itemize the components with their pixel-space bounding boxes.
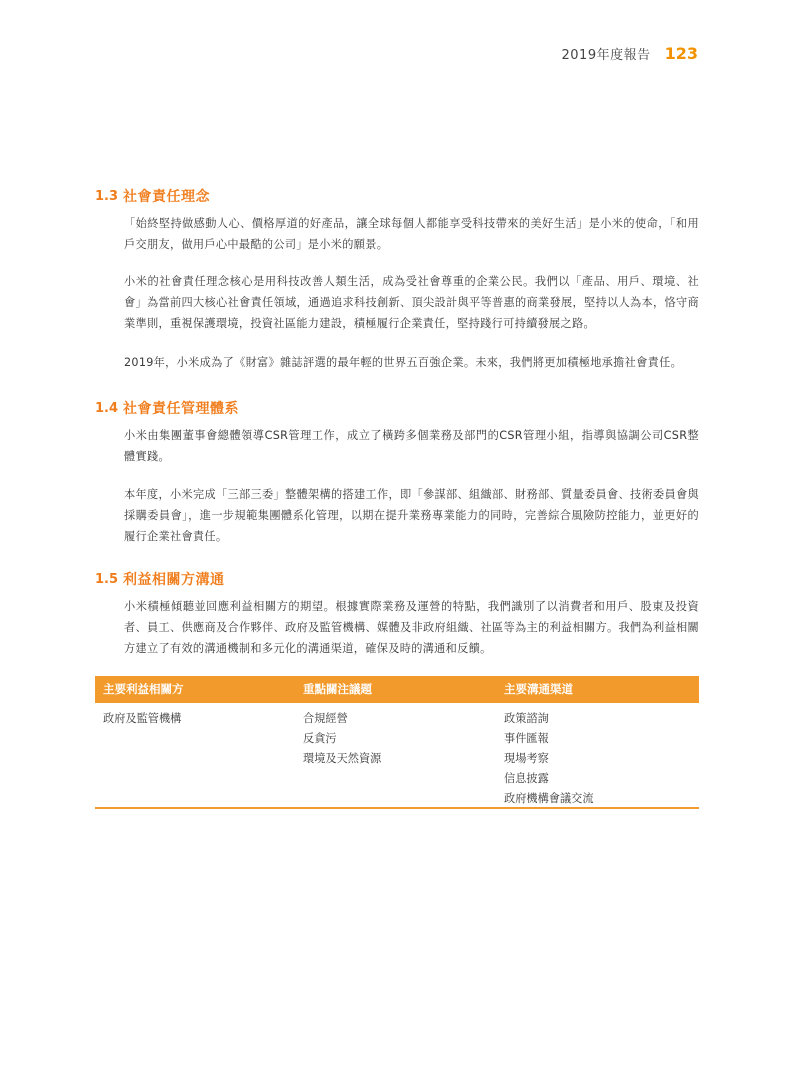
report-title: 2019年度報告	[561, 48, 651, 63]
topic-item: 反貪污	[303, 732, 337, 745]
table-header-row	[95, 676, 699, 703]
paragraph-fortune-500: 2019年，小米成為了《財富》雜誌評選的最年輕的世界五百強企業。未來，我們將更加積極地承擔社會責任。	[124, 356, 683, 369]
paragraph-csr-philosophy: 小米的社會責任理念核心是用科技改善人類生活，成為受社會尊重的企業公民。我們以「產品、用戶、環境、社會」為當前四大核心社會責任領域，通過追求科技創新、頂尖設計與平等普惠的商業發展，堅持以人為本，恪守商業準則，重視保護環境，投資社區能力建設，積極履行企業責任，堅持踐行可持續發展之路。	[124, 275, 699, 330]
page-header	[562, 44, 699, 63]
section-number: 1.4	[95, 400, 119, 416]
section-heading-1-3	[95, 186, 210, 206]
paragraph-mission-vision: 「始終堅持做感動人心、價格厚道的好產品，讓全球每個人都能享受科技帶來的美好生活」是小米的使命，「和用戶交朋友，做用戶心中最酷的公司」是小米的願景。	[124, 217, 699, 251]
paragraph-stakeholder-communication: 小米積極傾聽並回應利益相關方的期望。根據實際業務及運營的特點，我們識別了以消費者和用戶、股東及投資者、員工、供應商及合作夥伴、政府及監管機構、媒體及非政府組織、社區等為主的利益相關方。我們為利益相關方建立了有效的溝通機制和多元化的溝通渠道，確保及時的溝通和反饋。	[124, 600, 699, 655]
stakeholder-cell	[103, 709, 181, 729]
section-heading-1-4	[95, 398, 239, 418]
column-header-topics: 重點關注議題	[303, 682, 372, 696]
paragraph-csr-governance: 小米由集團董事會總體領導CSR管理工作，成立了橫跨多個業務及部門的CSR管理小組，指導與協調公司CSR整體實踐。	[124, 429, 699, 463]
section-title: 社會責任管理體系	[123, 401, 239, 417]
section-title: 利益相關方溝通	[123, 572, 225, 588]
table-bottom-rule	[95, 807, 699, 809]
column-header-stakeholder: 主要利益相關方	[103, 682, 184, 696]
topics-cell	[303, 709, 381, 769]
column-header-channels: 主要溝通渠道	[504, 682, 573, 696]
stakeholder-name: 政府及監管機構	[103, 712, 182, 725]
section-number: 1.5	[95, 571, 119, 587]
section-number: 1.3	[95, 188, 119, 204]
channel-item: 信息披露	[504, 772, 549, 785]
topic-item: 合規經營	[303, 712, 348, 725]
channel-item: 政策諮詢	[504, 712, 549, 725]
table-row	[95, 703, 699, 807]
topic-item: 環境及天然資源	[303, 752, 382, 765]
section-heading-1-5	[95, 569, 225, 589]
section-title: 社會責任理念	[123, 189, 210, 205]
paragraph-committee-structure: 本年度，小米完成「三部三委」整體架構的搭建工作，即「參謀部、組織部、財務部、質量委員會、技術委員會與採購委員會」，進一步規範集團體系化管理，以期在提升業務專業能力的同時，完善綜合風險防控能力，並更好的履行企業社會責任。	[124, 488, 699, 543]
page-number: 123	[664, 44, 698, 63]
channel-item: 政府機構會議交流	[504, 792, 594, 805]
channel-item: 事件匯報	[504, 732, 549, 745]
channels-cell	[504, 709, 594, 809]
channel-item: 現場考察	[504, 752, 549, 765]
